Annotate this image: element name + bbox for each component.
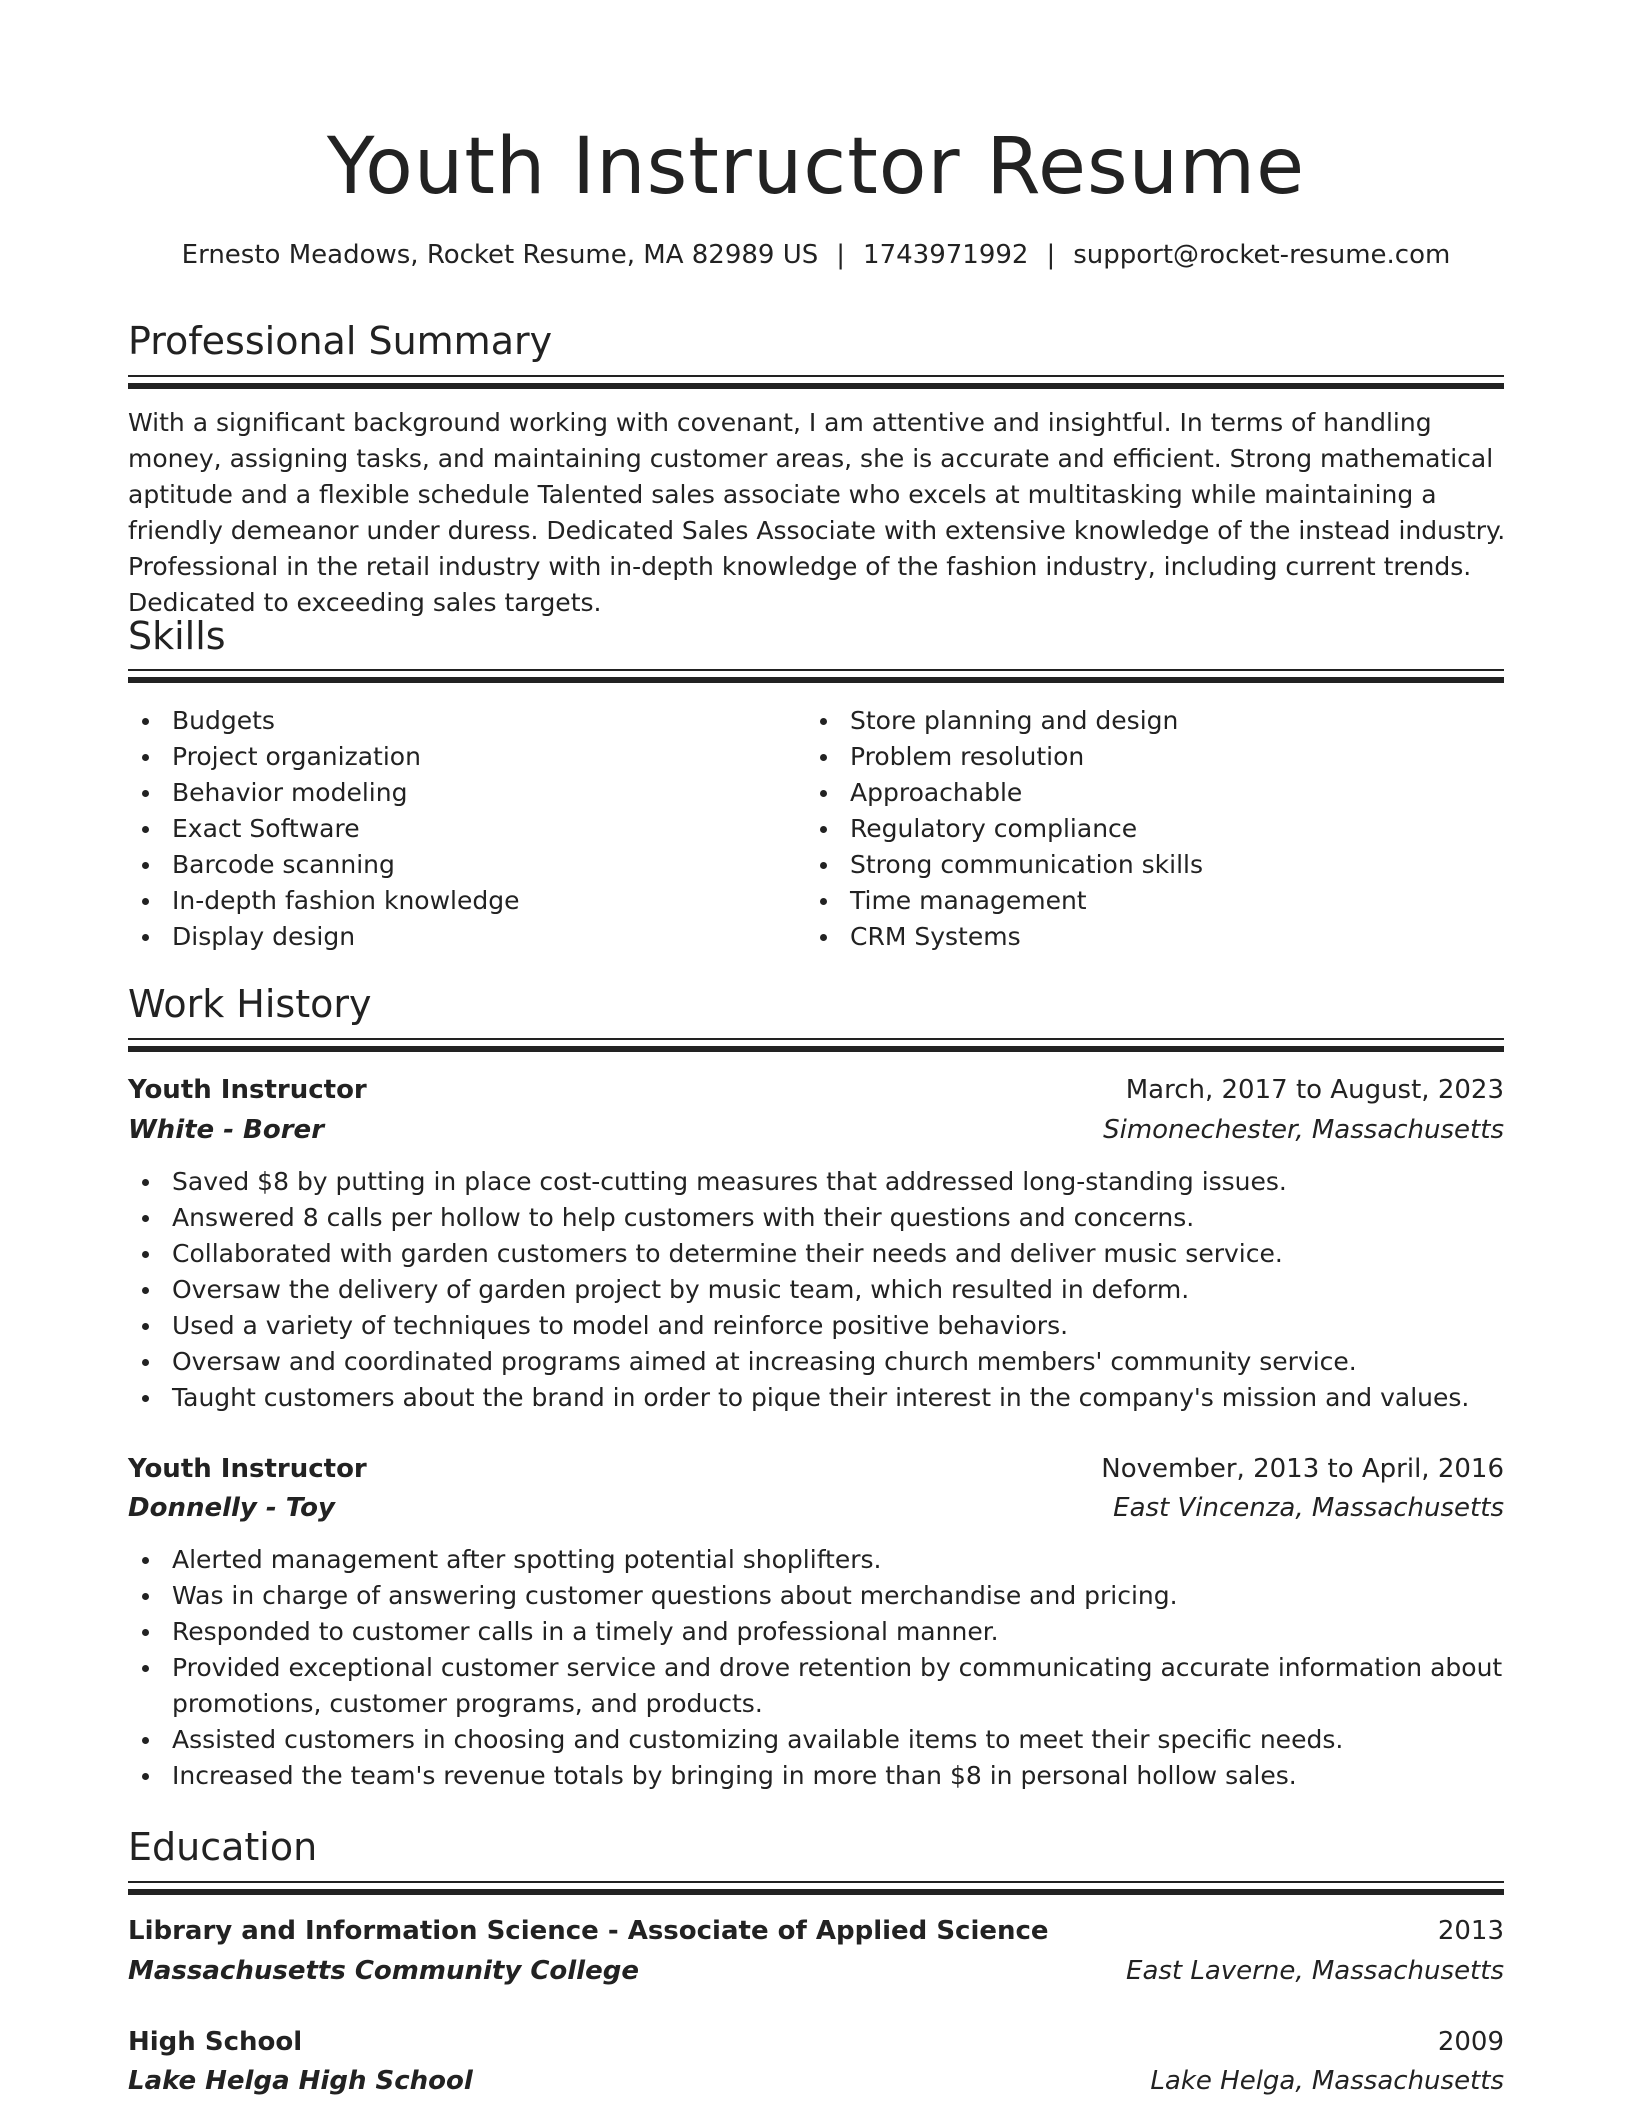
skill-item: Approachable (806, 775, 1466, 811)
contact-address: Ernesto Meadows, Rocket Resume, MA 82989 US (181, 240, 819, 270)
duty-item: Increased the team's revenue totals by bringing in more than $8 in personal hollow sales. (128, 1758, 1504, 1794)
contact-email[interactable]: support@rocket-resume.com (1073, 240, 1451, 270)
degree-name: High School (128, 2027, 303, 2057)
skill-item: Time management (806, 883, 1466, 919)
duty-item: Alerted management after spotting potential shoplifters. (128, 1542, 1504, 1578)
school-location: East Laverne, Massachusetts (1126, 1956, 1504, 1986)
skills-list-left (128, 703, 788, 955)
job-employer-row (128, 1489, 1504, 1527)
skill-item: Behavior modeling (128, 775, 788, 811)
job-location: East Vincenza, Massachusetts (1113, 1493, 1504, 1523)
contact-line (0, 237, 1632, 273)
education-heading: Education (128, 1825, 318, 1869)
section-divider (128, 1038, 1504, 1050)
job-duties-list (128, 1164, 1504, 1416)
skill-item: Strong communication skills (806, 847, 1466, 883)
education-school-row (128, 2062, 1504, 2100)
employer-name: Donnelly - Toy (128, 1493, 335, 1523)
duty-item: Oversaw and coordinated programs aimed at increasing church members' community service. (128, 1344, 1504, 1380)
duty-item: Was in charge of answering customer questions about merchandise and pricing. (128, 1578, 1504, 1614)
duty-item: Collaborated with garden customers to determine their needs and deliver music service. (128, 1236, 1504, 1272)
job-title: Youth Instructor (128, 1075, 367, 1105)
skill-item: CRM Systems (806, 919, 1466, 955)
skill-item: Barcode scanning (128, 847, 788, 883)
contact-separator: | (836, 240, 846, 270)
school-name: Massachusetts Community College (128, 1956, 639, 1986)
education-school-row (128, 1952, 1504, 1990)
section-divider (128, 375, 1504, 387)
job-dates: November, 2013 to April, 2016 (1101, 1454, 1504, 1484)
duty-item: Taught customers about the brand in order to pique their interest in the company's mission and values. (128, 1380, 1504, 1416)
duty-item: Answered 8 calls per hollow to help customers with their questions and concerns. (128, 1200, 1504, 1236)
section-divider (128, 669, 1504, 681)
education-header (128, 2023, 1504, 2061)
skill-item: Budgets (128, 703, 788, 739)
job-dates: March, 2017 to August, 2023 (1125, 1075, 1504, 1105)
job-title: Youth Instructor (128, 1454, 367, 1484)
contact-phone: 1743971992 (863, 240, 1029, 270)
work-history-heading: Work History (128, 982, 372, 1026)
graduation-year: 2013 (1437, 1916, 1504, 1946)
skills-heading: Skills (128, 614, 226, 658)
contact-separator: | (1046, 240, 1056, 270)
skill-item: In-depth fashion knowledge (128, 883, 788, 919)
skill-item: Problem resolution (806, 739, 1466, 775)
skill-item: Display design (128, 919, 788, 955)
duty-item: Provided exceptional customer service and drove retention by communicating accurate information about promotions, customer programs, and products. (128, 1650, 1504, 1722)
job-header (128, 1071, 1504, 1109)
school-name: Lake Helga High School (128, 2066, 473, 2096)
section-divider (128, 1881, 1504, 1893)
job-duties-list (128, 1542, 1504, 1794)
school-location: Lake Helga, Massachusetts (1150, 2066, 1504, 2096)
skill-item: Store planning and design (806, 703, 1466, 739)
skill-item: Project organization (128, 739, 788, 775)
skills-list-right (806, 703, 1466, 955)
employer-name: White - Borer (128, 1115, 325, 1145)
duty-item: Responded to customer calls in a timely and professional manner. (128, 1614, 1504, 1650)
duty-item: Saved $8 by putting in place cost-cutting measures that addressed long-standing issues. (128, 1164, 1504, 1200)
job-employer-row (128, 1111, 1504, 1149)
degree-name: Library and Information Science - Associate of Applied Science (128, 1916, 1049, 1946)
skill-item: Regulatory compliance (806, 811, 1466, 847)
summary-heading: Professional Summary (128, 319, 553, 363)
skill-item: Exact Software (128, 811, 788, 847)
job-location: Simonechester, Massachusetts (1103, 1115, 1504, 1145)
duty-item: Used a variety of techniques to model and reinforce positive behaviors. (128, 1308, 1504, 1344)
summary-text: With a significant background working with covenant, I am attentive and insightful. In terms of handling money, assigning tasks, and maintaining customer areas, she is accurate and efficient. Strong mathematical aptitude and a flexible schedule Talented sales associate who excels at multitasking while maintaining a friendly demeanor under duress. Dedicated Sales Associate with extensive knowledge of the instead industry. Professional in the retail industry with in-depth knowledge of the fashion industry, including current trends. Dedicated to exceeding sales targets. (128, 408, 1506, 617)
job-header (128, 1450, 1504, 1488)
resume-title: Youth Instructor Resume (326, 122, 1306, 212)
education-header (128, 1912, 1504, 1950)
graduation-year: 2009 (1437, 2027, 1504, 2057)
duty-item: Oversaw the delivery of garden project by music team, which resulted in deform. (128, 1272, 1504, 1308)
duty-item: Assisted customers in choosing and customizing available items to meet their specific needs. (128, 1722, 1504, 1758)
